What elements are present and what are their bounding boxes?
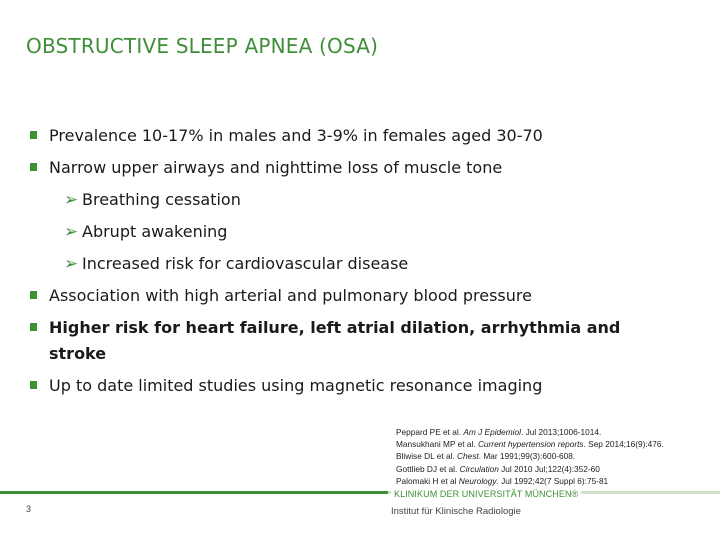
arrow-bullet-icon: ➢ (64, 190, 79, 210)
square-bullet-icon (30, 131, 37, 139)
bullet-prevalence (30, 123, 670, 149)
subitem-text: Increased risk for cardiovascular disease (82, 254, 409, 273)
university-logo-text: KLINIKUM DER UNIVERSITÄT MÜNCHEN® (391, 489, 581, 499)
reference-item: Gottlieb DJ et al. Circulation Jul 2010 Jul;122(4):352-60 (396, 463, 600, 474)
institute-name: Institut für Klinische Radiologie (391, 506, 521, 517)
bullet-text: Prevalence 10-17% in males and 3-9% in females aged 30-70 (49, 126, 543, 145)
bullet-blood-pressure (30, 283, 670, 309)
arrow-bullet-icon: ➢ (64, 222, 79, 242)
square-bullet-icon (30, 291, 37, 299)
references (396, 426, 718, 487)
footer-divider (0, 491, 720, 494)
footer-divider-accent (0, 491, 388, 494)
page-number: 3 (26, 504, 32, 514)
bullet-heart-failure (30, 315, 670, 367)
bullet-mri-studies (30, 373, 670, 399)
slide-title: OBSTRUCTIVE SLEEP APNEA (OSA) (26, 34, 379, 58)
reference-item: Palomaki H et al Neurology. Jul 1992;42(7 Suppl 6):75-81 (396, 475, 609, 486)
bullet-text: Higher risk for heart failure, left atrial dilation, arrhythmia and stroke (49, 318, 621, 363)
subitem-text: Breathing cessation (82, 190, 241, 209)
reference-item: Peppard PE et al. Am J Epidemiol. Jul 2013;1006-1014. (396, 427, 602, 437)
reference-item: Bliwise DL et al. Chest. Mar 1991;99(3):600-608. (396, 451, 576, 462)
bullet-text: Up to date limited studies using magnetic resonance imaging (49, 376, 543, 395)
square-bullet-icon (30, 323, 37, 331)
square-bullet-icon (30, 163, 37, 171)
reference-item: Mansukhani MP et al. Current hypertension reports. Sep 2014;16(9):476. (396, 439, 664, 450)
subitem-text: Abrupt awakening (82, 222, 228, 241)
bullet-airways (30, 155, 670, 181)
square-bullet-icon (30, 381, 37, 389)
subitem-breathing-cessation (64, 188, 624, 212)
subitem-abrupt-awakening (64, 220, 624, 244)
bullet-text: Narrow upper airways and nighttime loss of muscle tone (49, 158, 503, 177)
bullet-text: Association with high arterial and pulmonary blood pressure (49, 286, 532, 305)
arrow-bullet-icon: ➢ (64, 254, 79, 274)
subitem-cardiovascular-risk (64, 252, 624, 276)
